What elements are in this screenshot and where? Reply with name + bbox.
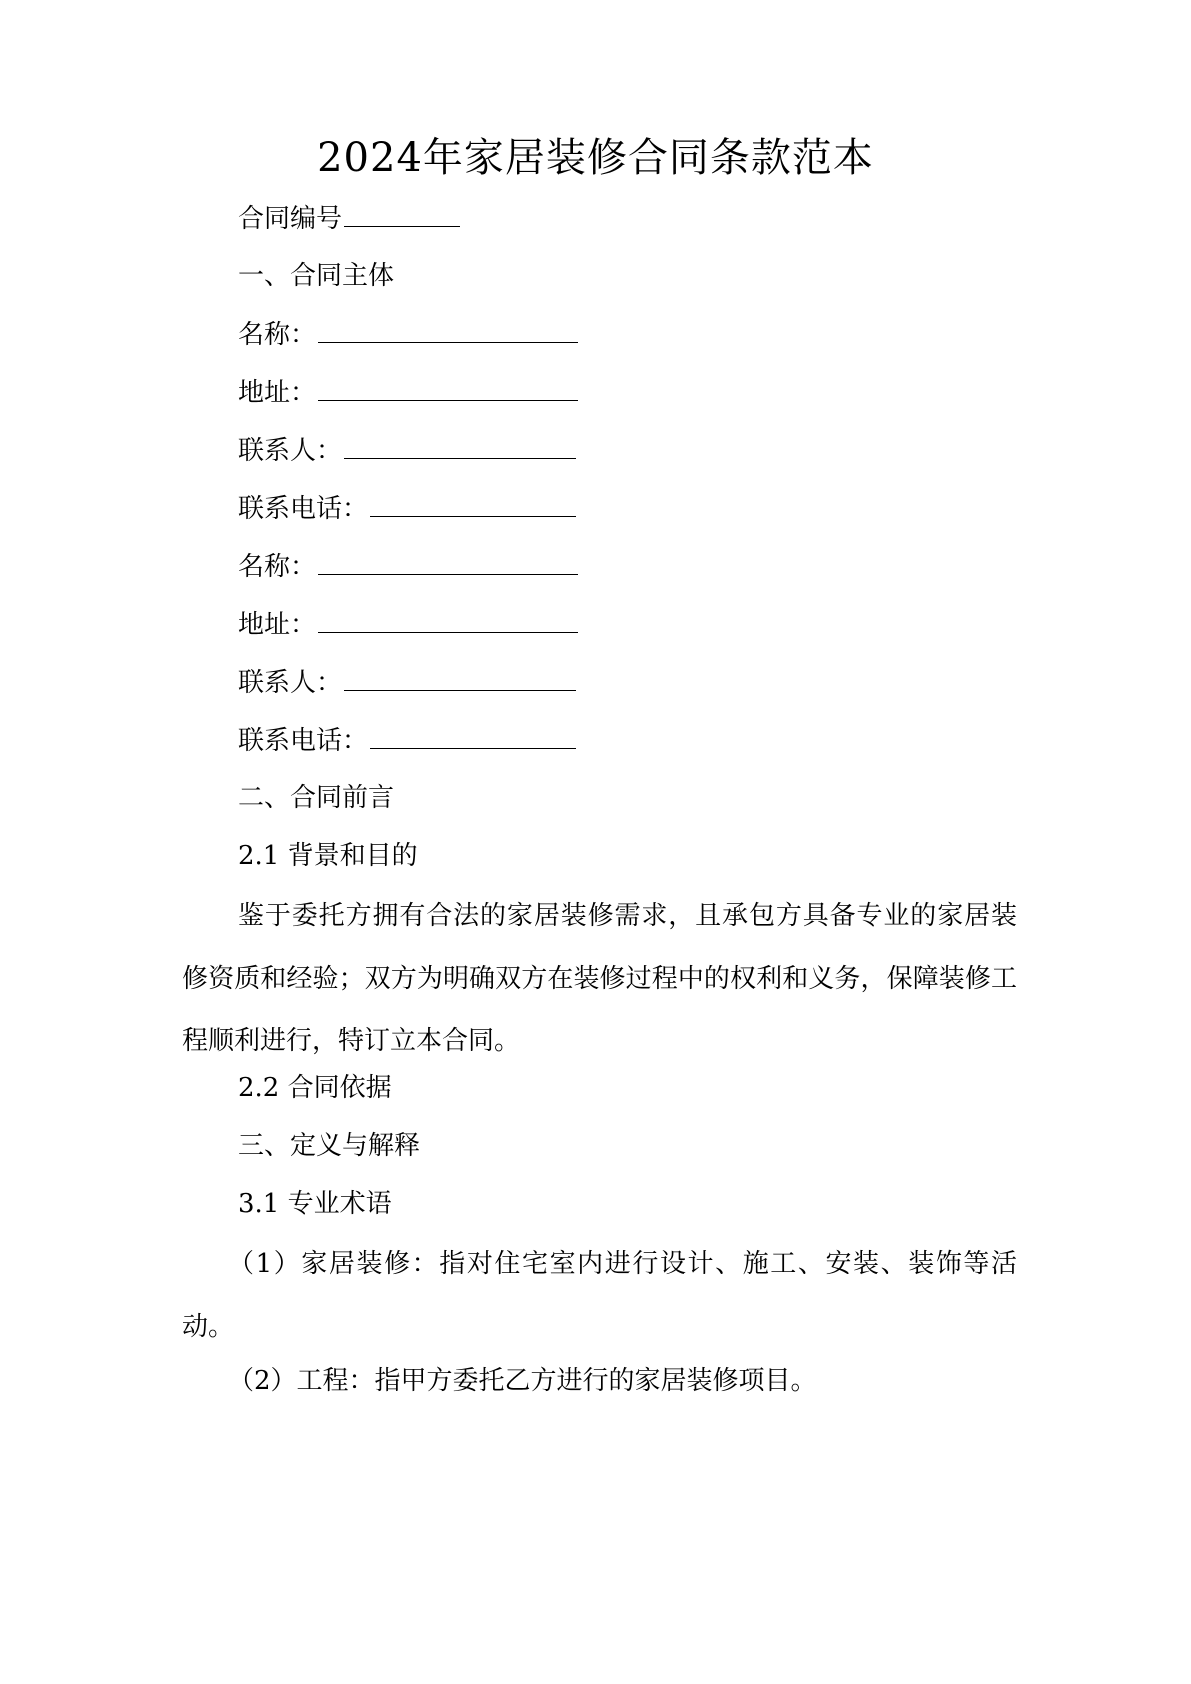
contract-number-blank[interactable] <box>344 196 460 227</box>
party-b-phone-blank[interactable] <box>370 718 576 749</box>
section2-2-heading: 2.2 合同依据 <box>238 1073 392 1103</box>
party-b-address-blank[interactable] <box>318 602 578 633</box>
party-a-contact-blank[interactable] <box>344 428 576 459</box>
party-a-name-label: 名称： <box>238 320 317 350</box>
party-a-phone-row <box>238 486 576 531</box>
party-b-name-blank[interactable] <box>318 544 578 575</box>
section1-heading: 一、合同主体 <box>238 261 395 291</box>
party-b-contact-blank[interactable] <box>344 660 576 691</box>
term-1-paragraph: （1）家居装修：指对住宅室内进行设计、施工、安装、装饰等活动。 <box>182 1249 1017 1342</box>
document-title: 2024年家居装修合同条款范本 <box>317 135 874 181</box>
term-2-paragraph: （2）工程：指甲方委托乙方进行的家居装修项目。 <box>228 1366 817 1396</box>
party-b-name-label: 名称： <box>238 552 317 582</box>
contract-number-row <box>238 196 460 241</box>
section3-1-heading: 3.1 专业术语 <box>238 1189 392 1219</box>
contract-number-label: 合同编号 <box>238 204 343 234</box>
party-a-name-row <box>238 312 578 357</box>
party-a-phone-label: 联系电话： <box>238 494 369 524</box>
party-b-name-row <box>238 544 578 589</box>
party-a-name-blank[interactable] <box>318 312 578 343</box>
section2-1-paragraph: 鉴于委托方拥有合法的家居装修需求，且承包方具备专业的家居装修资质和经验；双方为明确双方在装修过程中的权利和义务，保障装修工程顺利进行，特订立本合同。 <box>182 901 1017 1056</box>
party-a-address-row <box>238 370 578 415</box>
section2-1-heading: 2.1 背景和目的 <box>238 841 418 871</box>
party-b-contact-row <box>238 660 576 705</box>
party-a-address-label: 地址： <box>238 378 317 408</box>
party-b-contact-label: 联系人： <box>238 668 343 698</box>
party-b-phone-label: 联系电话： <box>238 726 369 756</box>
section3-heading: 三、定义与解释 <box>238 1131 421 1161</box>
section2-heading: 二、合同前言 <box>238 783 395 813</box>
party-a-address-blank[interactable] <box>318 370 578 401</box>
party-b-address-row <box>238 602 578 647</box>
party-a-contact-row <box>238 428 576 473</box>
party-a-phone-blank[interactable] <box>370 486 576 517</box>
party-b-phone-row <box>238 718 576 763</box>
party-b-address-label: 地址： <box>238 610 317 640</box>
party-a-contact-label: 联系人： <box>238 436 343 466</box>
